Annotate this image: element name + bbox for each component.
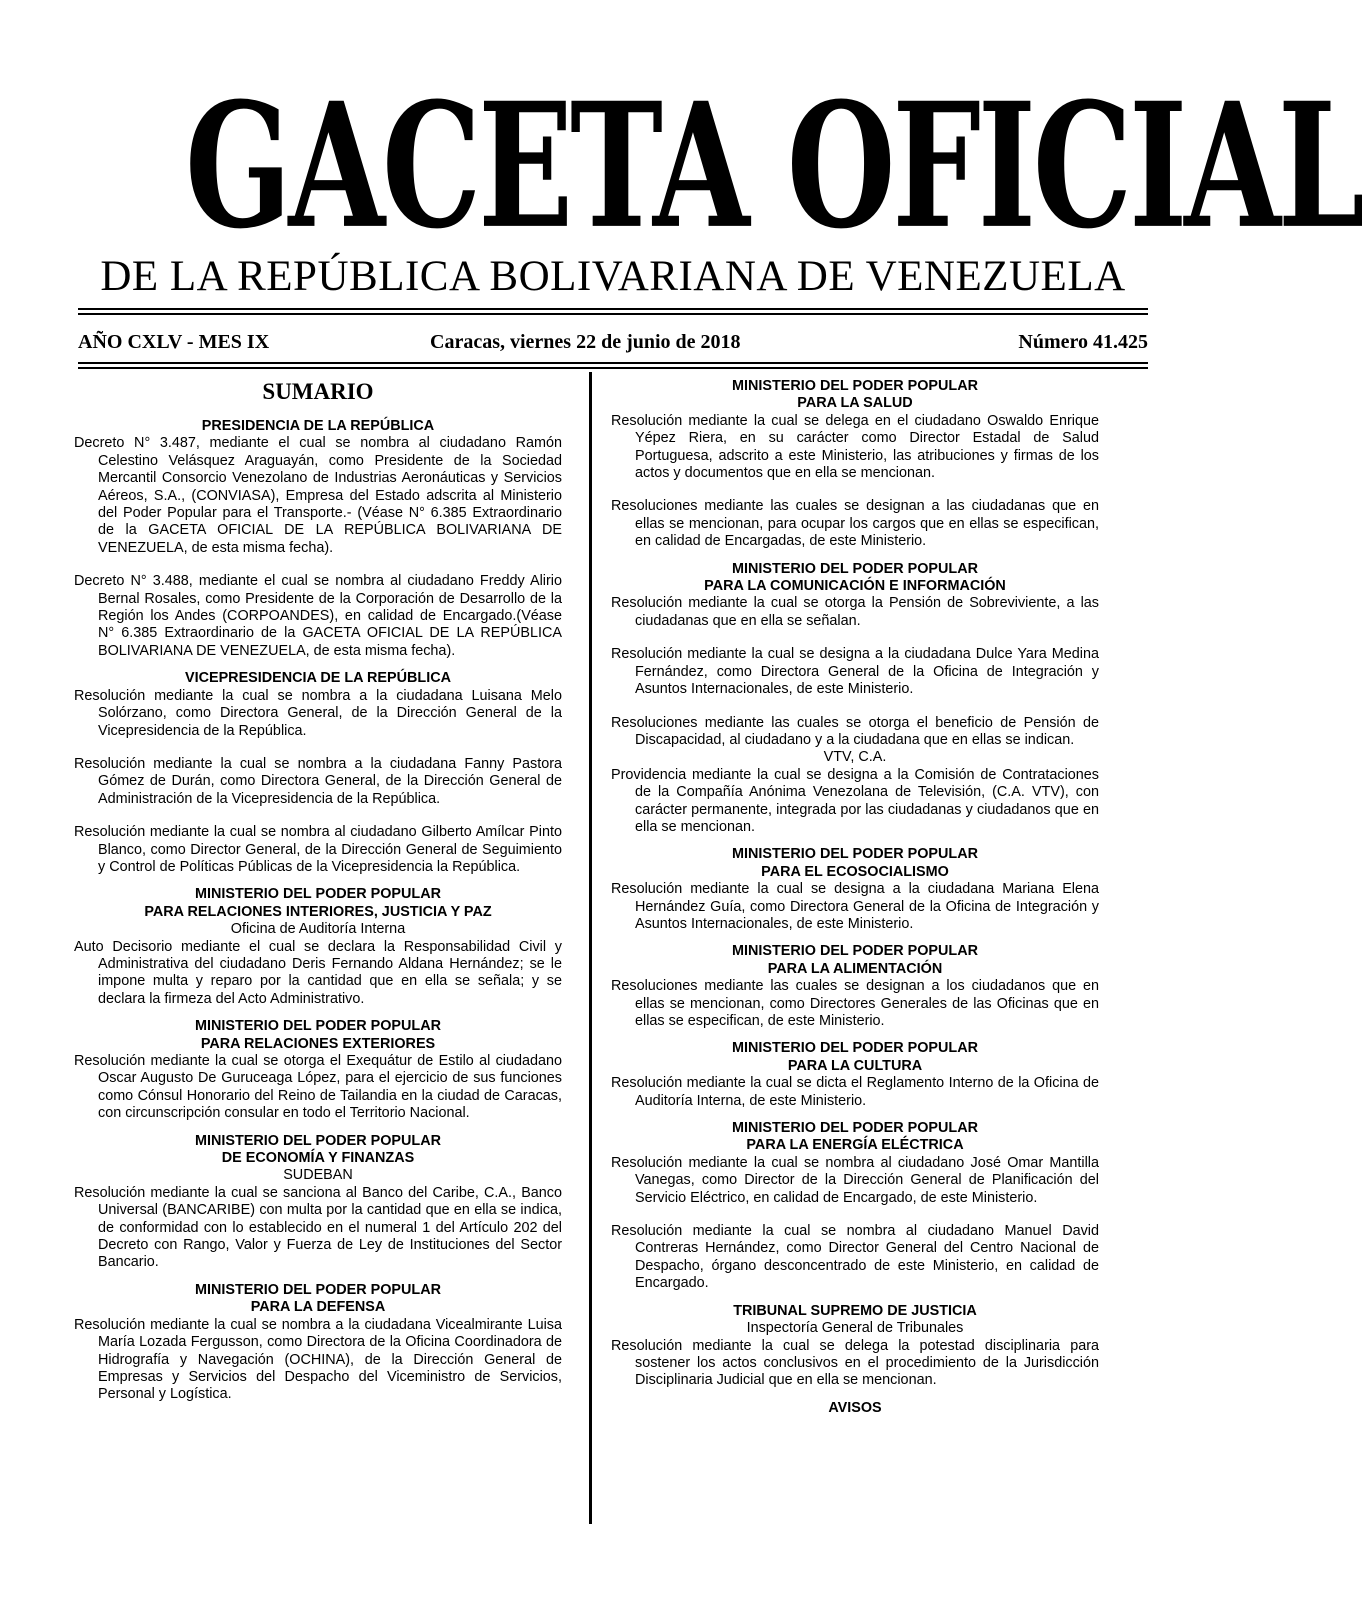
section-heading: PARA LA SALUD [797, 395, 913, 412]
issue-number: Número 41.425 [1018, 331, 1148, 353]
section-heading: MINISTERIO DEL PODER POPULAR [732, 1120, 978, 1137]
summary-right-column [611, 378, 1099, 1417]
summary-section [74, 886, 562, 1008]
summary-entry: Resolución mediante la cual se delega en el ciudadano Oswaldo Enrique Yépez Riera, en su carácter como Director Estadal de Salud Portuguesa, adscrito a este Ministerio, las atribuciones y firmas de los actos y documentos que en ella se mencionan. [611, 412, 1099, 482]
masthead-subtitle: DE LA REPÚBLICA BOLIVARIANA DE VENEZUELA [100, 253, 1126, 300]
summary-section [74, 1018, 562, 1122]
summary-section [74, 670, 562, 876]
section-subheading: Inspectoría General de Tribunales [746, 1320, 964, 1337]
issue-date: Caracas, viernes 22 de junio de 2018 [430, 331, 741, 353]
top-rule-2 [78, 313, 1148, 315]
section-heading: MINISTERIO DEL PODER POPULAR [195, 886, 441, 903]
summary-entry: Resolución mediante la cual se otorga el Exequátur de Estilo al ciudadano Oscar Augusto De Guruceaga López, para el ejercicio de sus funciones como Cónsul Honorario del Reino de Tailandia en la ciudad de Caracas, con circunscripción consular en todo el Territorio Nacional. [74, 1053, 562, 1122]
summary-entry: Resolución mediante la cual se nombra al ciudadano Gilberto Amílcar Pinto Blanco, como Director General, de la Dirección General de Seguimiento y Control de Políticas Públicas de la Vicepresidencia la República. [74, 824, 562, 875]
section-heading: MINISTERIO DEL PODER POPULAR [195, 1132, 441, 1149]
summary-entry: Resolución mediante la cual se nombra al ciudadano Manuel David Contreras Hernández, como Director General del Centro Nacional de Despacho, órgano desconcentrado de este Ministerio, en calidad de Encargado. [611, 1223, 1099, 1292]
section-heading: PARA LA COMUNICACIÓN E INFORMACIÓN [704, 578, 1006, 595]
section-heading: VICEPRESIDENCIA DE LA REPÚBLICA [185, 670, 451, 687]
avisos-heading: AVISOS [828, 1399, 882, 1416]
top-rule [78, 308, 1148, 310]
summary-section [611, 846, 1099, 933]
section-heading: MINISTERIO DEL PODER POPULAR [195, 1018, 441, 1035]
summary-entry: Resoluciones mediante las cuales se otorga el beneficio de Pensión de Discapacidad, al ciudadano y a la ciudadana que en ellas se indican. [611, 714, 1099, 748]
summary-section [611, 943, 1099, 1030]
section-subheading: SUDEBAN [283, 1167, 353, 1184]
summary-section [74, 1133, 562, 1272]
summary-entry: Resolución mediante la cual se dicta el Reglamento Interno de la Oficina de Auditoría Interna, de este Ministerio. [611, 1075, 1099, 1109]
section-heading: PARA LA DEFENSA [250, 1299, 386, 1316]
summary-section [611, 1120, 1099, 1293]
section-heading: MINISTERIO DEL PODER POPULAR [732, 1040, 978, 1057]
section-heading: PARA RELACIONES INTERIORES, JUSTICIA Y PAZ [144, 903, 492, 920]
section-heading: MINISTERIO DEL PODER POPULAR [195, 1281, 441, 1298]
meta-rule-2 [78, 367, 1148, 369]
summary-entry: Resolución mediante la cual se delega la potestad disciplinaria para sostener los actos conclusivos en el procedimiento de la Jurisdicción Disciplinaria Judicial que en ella se mencionan. [611, 1337, 1099, 1389]
summary-entry: Resolución mediante la cual se designa a la ciudadana Mariana Elena Hernández Guía, como Directora General de la Oficina de Integración y Asuntos Internacionales, de este Ministerio. [611, 881, 1099, 932]
section-heading: MINISTERIO DEL PODER POPULAR [732, 378, 978, 394]
summary-entry: Resolución mediante la cual se nombra a la ciudadana Fanny Pastora Gómez de Durán, como Directora General, de la Dirección General de Administración de la Vicepresidencia de la República. [74, 755, 562, 807]
section-heading: TRIBUNAL SUPREMO DE JUSTICIA [733, 1302, 977, 1319]
summary-entry: Decreto N° 3.488, mediante el cual se nombra al ciudadano Freddy Alirio Bernal Rosales, como Presidente de la Corporación de Desarrollo de la Región los Andes (CORPOANDES), en calidad de Encargado.(Véase N° 6.385 Extraordinario de la GACETA OFICIAL DE LA REPÚBLICA BOLIVARIANA DE VENEZUELA, de esta misma fecha). [74, 573, 562, 659]
section-heading: MINISTERIO DEL PODER POPULAR [732, 846, 978, 863]
section-heading: PARA LA ALIMENTACIÓN [767, 960, 943, 977]
summary-entry: Providencia mediante la cual se designa a la Comisión de Contrataciones de la Compañía Anónima Venezolana de Televisión, (C.A. VTV), con carácter permanente, integrada por las ciudadanas y ciudadanos que en ella se mencionan. [611, 766, 1099, 835]
section-heading: PARA RELACIONES EXTERIORES [200, 1035, 436, 1052]
summary-entry: Resoluciones mediante las cuales se designan a los ciudadanos que en ellas se mencionan, como Directores Generales de las Oficinas que en ellas se especifican, de este Ministerio. [611, 978, 1099, 1029]
section-heading: MINISTERIO DEL PODER POPULAR [732, 560, 978, 577]
summary-section [74, 1282, 562, 1404]
section-heading: MINISTERIO DEL PODER POPULAR [732, 943, 978, 960]
summary-entry: Auto Decisorio mediante el cual se declara la Responsabilidad Civil y Administrativa del ciudadano Deris Fernando Aldana Hernández; se le impone multa y reparo por la cantidad que en ella se señala; y se declara la firmeza del Acto Administrativo. [74, 938, 562, 1007]
summary-section [611, 1040, 1099, 1110]
section-subheading: VTV, C.A. [823, 749, 887, 766]
summary-entry: Resolución mediante la cual se nombra al ciudadano José Omar Mantilla Vanegas, como Director de la Dirección General de Planificación del Servicio Eléctrico, en calidad de Encargado, de este Ministerio. [611, 1154, 1099, 1206]
summary-entry: Resolución mediante la cual se sanciona al Banco del Caribe, C.A., Banco Universal (BANCARIBE) con multa por la cantidad que en ella se indica, de conformidad con lo establecido en el numeral 1 del Artículo 202 del Decreto con Rango, Valor y Fuerza de Ley de Instituciones del Sector Bancario. [74, 1184, 562, 1271]
summary-entry: Resolución mediante la cual se otorga la Pensión de Sobreviviente, a las ciudadanas que en ella se señalan. [611, 595, 1099, 629]
summary-entry: Resoluciones mediante las cuales se designan a las ciudadanas que en ellas se mencionan, para ocupar los cargos que en ellas se especifican, en calidad de Encargadas, de este Ministerio. [611, 498, 1099, 550]
section-heading: PARA EL ECOSOCIALISMO [761, 863, 949, 880]
meta-rule [78, 362, 1148, 364]
section-heading: PARA LA CULTURA [787, 1057, 923, 1074]
section-heading: DE ECONOMÍA Y FINANZAS [221, 1150, 415, 1167]
sumario-heading: SUMARIO [262, 379, 374, 404]
section-heading: PRESIDENCIA DE LA REPÚBLICA [201, 418, 435, 434]
summary-entry: Resolución mediante la cual se designa a la ciudadana Dulce Yara Medina Fernández, como Directora General de la Oficina de Integración y Asuntos Internacionales, de este Ministerio. [611, 646, 1099, 698]
summary-section [611, 1303, 1099, 1390]
summary-section [74, 418, 562, 660]
column-divider [589, 372, 592, 1524]
summary-section [611, 561, 1099, 837]
year-month: AÑO CXLV - MES IX [78, 331, 270, 353]
summary-entry: Resolución mediante la cual se nombra a la ciudadana Vicealmirante Luisa María Lozada Fergusson, como Directora de la Oficina Coordinadora de Hidrografía y Navegación (OCHINA), de la Dirección General de Empresas y Servicios del Despacho del Viceministro de Servicios, Personal y Logística. [74, 1316, 562, 1403]
section-heading: PARA LA ENERGÍA ELÉCTRICA [746, 1137, 964, 1154]
summary-entry: Decreto N° 3.487, mediante el cual se nombra al ciudadano Ramón Celestino Velásquez Araguayán, como Presidente de la Sociedad Mercantil Consorcio Venezolano de Industrias Aeronáuticas y Servicios Aéreos, S.A., (CONVIASA), Empresa del Estado adscrita al Ministerio del Poder Popular para el Transporte.- (Véase N° 6.385 Extraordinario de la GACETA OFICIAL DE LA REPÚBLICA BOLIVARIANA DE VENEZUELA, de esta misma fecha). [74, 435, 562, 556]
summary-entry: Resolución mediante la cual se nombra a la ciudadana Luisana Melo Solórzano, como Directora General, de la Dirección General de la Vicepresidencia de la República. [74, 687, 562, 739]
summary-left-column [74, 378, 562, 1414]
masthead-title: GACETA OFICIAL [185, 65, 1362, 267]
summary-section [611, 378, 1099, 551]
section-subheading: Oficina de Auditoría Interna [230, 921, 406, 938]
